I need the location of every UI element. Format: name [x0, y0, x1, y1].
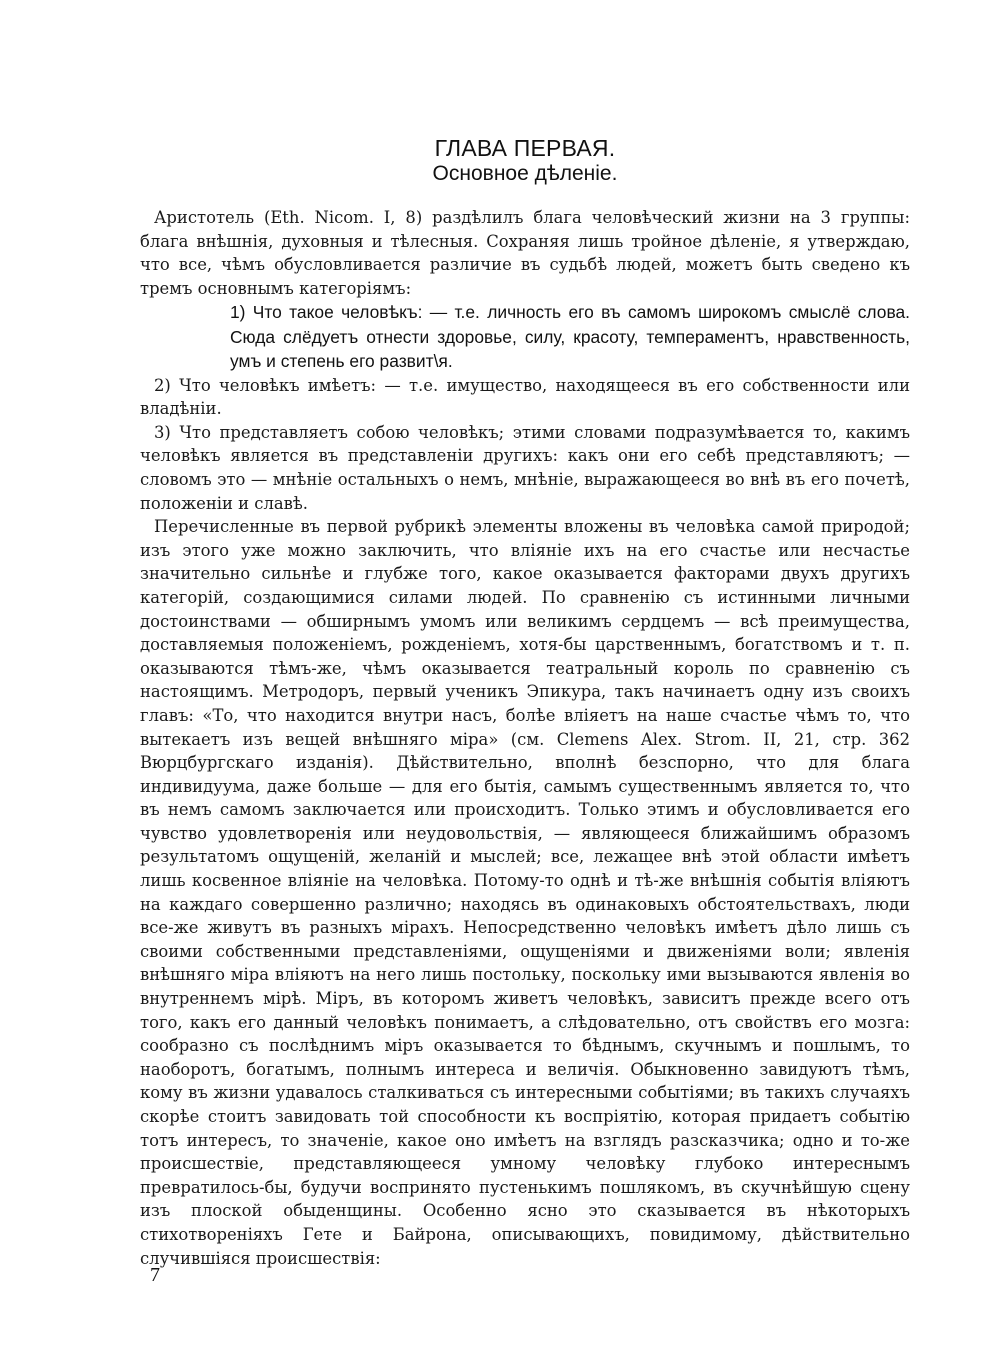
intro-paragraph: Аристотель (Eth. Nicom. I, 8) раздѣлилъ блага человѣческий жизни на 3 группы: блага внѣшнія, духовныя и тѣлесныя. Сохраняя лишь тройное дѣленіе, я утверждаю, что все, чѣмъ обусловливается различие въ судьбѣ людей, можетъ быть сведено къ тремъ основнымъ категоріямъ:: [140, 208, 910, 298]
main-paragraph: Перечисленные въ первой рубрикѣ элементы вложены въ человѣка самой природой; изъ этого уже можно заключить, что вліяніе ихъ на его счастье или несчастье значительно сильнѣе и глубже того, какое оказывается факторами двухъ другихъ категорій, создающимися силами людей. По сравненію съ истинными личными достоинствами — обширнымъ умомъ или великимъ сердцемъ — всѣ преимущества, доставляемыя положеніемъ, рожденіемъ, хотя-бы царственнымъ, богатствомъ и т. п. оказываются тѣмъ-же, чѣмъ оказывается театральный король по сравненію съ настоящимъ. Метродоръ, первый ученикъ Эпикура, такъ начинаетъ одну изъ своихъ главъ: «То, что находится внутри насъ, болѣе вліяетъ на наше счастье чѣмъ то, что вытекаетъ изъ вещей внѣшняго міра» (см. Clemens Alex. Strom. II, 21, стр. 362 Вюрцбургскаго изданія). Дѣйствительно, вполнѣ безспорно, что для блага индивидуума, даже больше — для его бытія, самымъ существеннымъ является то, что въ немъ самомъ заключается или происходитъ. Только этимъ и обусловливается его чувство удовлетворенія или неудовольствія, — являющееся ближайшимъ образомъ результатомъ ощущеній, желаній и мыслей; все, лежащее внѣ этой области имѣетъ лишь косвенное вліяніе на человѣка. Потому-то однѣ и тѣ-же внѣшнія событія вліяютъ на каждаго совершенно различно; находясь въ одинаковыхъ обстоятельствахъ, люди все-же живутъ въ разныхъ мірахъ. Непосредственно человѣкъ имѣетъ дѣло лишь съ своими собственными представленіями, ощущеніями и движеніями воли; явленія внѣшняго міра вліяютъ на него лишь постольку, поскольку ими вызываются явленія во внутреннемъ мірѣ. Міръ, въ которомъ живетъ человѣкъ, зависитъ прежде всего отъ того, какъ его данный человѣкъ понимаетъ, а слѣдовательно, отъ свойствъ его мозга: сообразно съ послѣднимъ міръ оказывается то бѣднымъ, скучнымъ и пошлымъ, то наоборотъ, богатымъ, полнымъ интереса и величія. Обыкновенно завидуютъ тѣмъ, кому въ жизни удавалось сталкиваться съ интересными событіями; въ такихъ случаяхъ скорѣе стоитъ завидовать той способности къ воспріятію, которая придаетъ событію тотъ интересъ, то значеніе, какое оно имѣетъ на взглядъ разсказчика; одно и то-же происшествіе, представляющееся умному человѣку глубоко интереснымъ превратилось-бы, будучи воспринято пустенькимъ пошлякомъ, въ скучнѣйшую сцену изъ плоской обыденщины. Особенно ясно это сказывается въ нѣкоторыхъ стихотвореніяхъ Гете и Байрона, описывающихъ, повидимому, дѣйствительно случившіяся происшествія:: [140, 517, 910, 1268]
category-item-1: 1) Что такое человѣкъ: — т.е. личность его въ самомъ широкомъ смыслё слова. Сюда слёдуетъ отнести здоровье, силу, красоту, темпераментъ, нравственность, умъ и степень его развит\я.: [230, 302, 910, 372]
page-number: 7: [150, 1264, 160, 1286]
chapter-title: ГЛАВА ПЕРВАЯ.: [434, 135, 616, 161]
chapter-body: [140, 206, 910, 1270]
category-item-3: 3) Что представляетъ собою человѣкъ; этими словами подразумѣвается то, какимъ человѣкъ является въ представленіи другихъ: какъ они его себѣ представляютъ; — словомъ это — мнѣніе остальныхъ о немъ, мнѣніе, выражающееся во внѣ въ его почетѣ, положеніи и славѣ.: [140, 422, 910, 513]
category-item-2: 2) Что человѣкъ имѣетъ: — т.е. имущество, находящееся въ его собственности или владѣніи.: [140, 375, 910, 419]
chapter-subtitle: Основное дѣленіе.: [432, 162, 618, 185]
